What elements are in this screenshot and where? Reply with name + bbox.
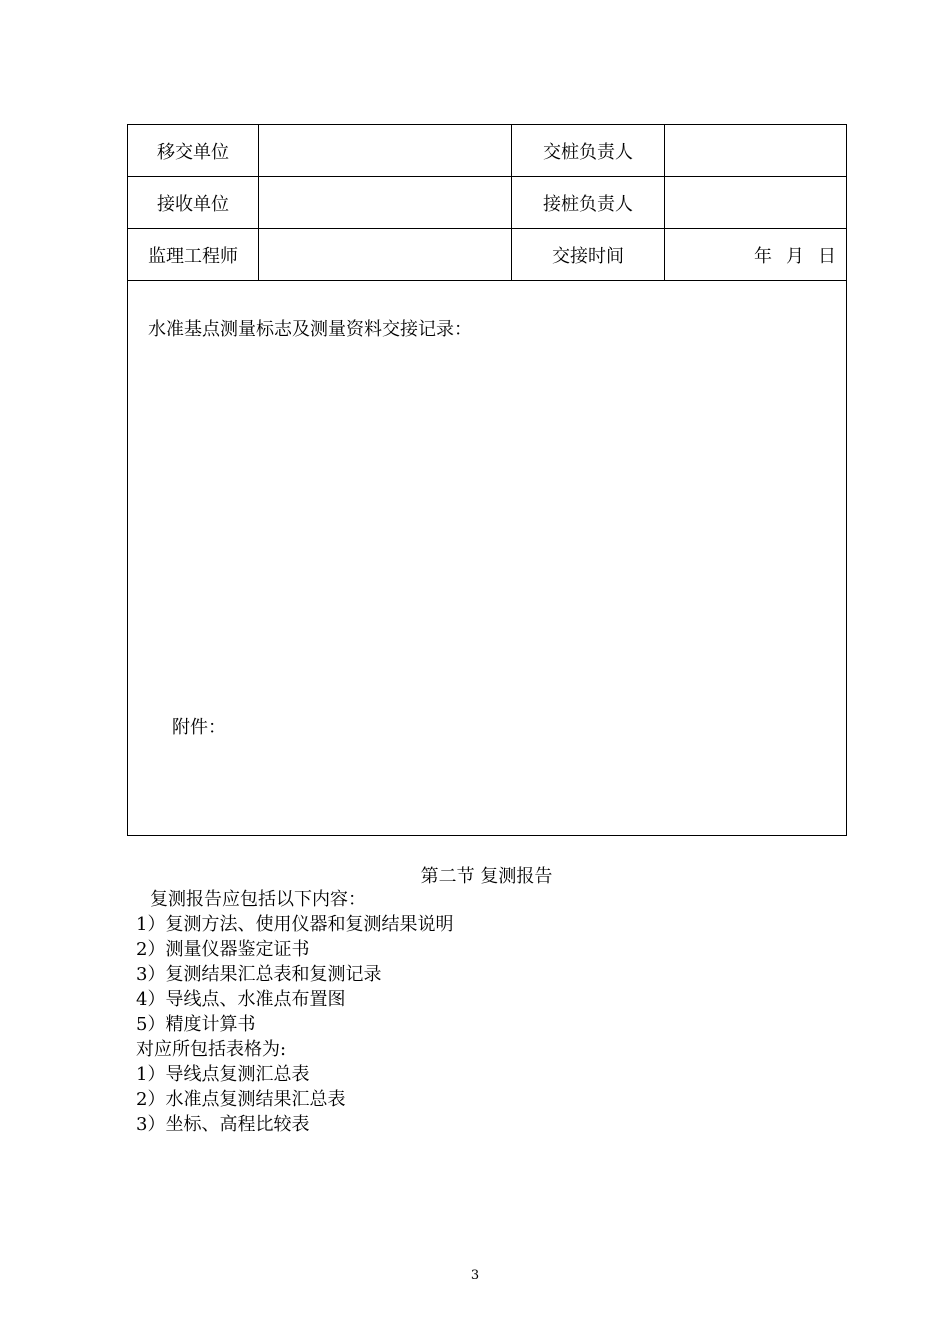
label-receiving-unit: 接收单位 (128, 177, 259, 229)
table-row (128, 177, 847, 229)
value-handover-time[interactable] (665, 229, 847, 281)
list-item: 3）坐标、高程比较表 (136, 1114, 310, 1135)
attachment-label: 附件： (172, 717, 226, 738)
value-supervising-engineer[interactable] (259, 229, 512, 281)
report-body (136, 887, 453, 1137)
date-year: 年 (754, 245, 772, 267)
list-item: 2）测量仪器鉴定证书 (136, 939, 310, 960)
record-cell[interactable] (128, 281, 847, 836)
date-day: 日 (818, 245, 836, 267)
value-handover-person[interactable] (665, 125, 847, 177)
value-receiving-unit[interactable] (259, 177, 512, 229)
page-number: 3 (470, 1268, 480, 1283)
label-supervising-engineer: 监理工程师 (128, 229, 259, 281)
list-item: 2）水准点复测结果汇总表 (136, 1089, 346, 1110)
value-transfer-unit[interactable] (259, 125, 512, 177)
record-title: 水准基点测量标志及测量资料交接记录： (148, 319, 472, 340)
table-row (128, 125, 847, 177)
value-receiving-person[interactable] (665, 177, 847, 229)
list-item: 1）导线点复测汇总表 (136, 1064, 310, 1085)
list-item: 5）精度计算书 (136, 1014, 256, 1035)
label-handover-time: 交接时间 (512, 229, 665, 281)
section-title: 第二节 复测报告 (420, 866, 553, 887)
table-row (128, 281, 847, 836)
report-intro: 复测报告应包括以下内容： (150, 889, 366, 910)
handover-form-table (127, 124, 847, 836)
label-handover-person: 交桩负责人 (512, 125, 665, 177)
date-month: 月 (786, 245, 804, 267)
list-item: 1）复测方法、使用仪器和复测结果说明 (136, 914, 454, 935)
list-item: 4）导线点、水准点布置图 (136, 989, 346, 1010)
label-receiving-person: 接桩负责人 (512, 177, 665, 229)
table-row (128, 229, 847, 281)
label-transfer-unit: 移交单位 (128, 125, 259, 177)
list-item: 3）复测结果汇总表和复测记录 (136, 964, 382, 985)
tables-intro: 对应所包括表格为: (136, 1039, 287, 1060)
